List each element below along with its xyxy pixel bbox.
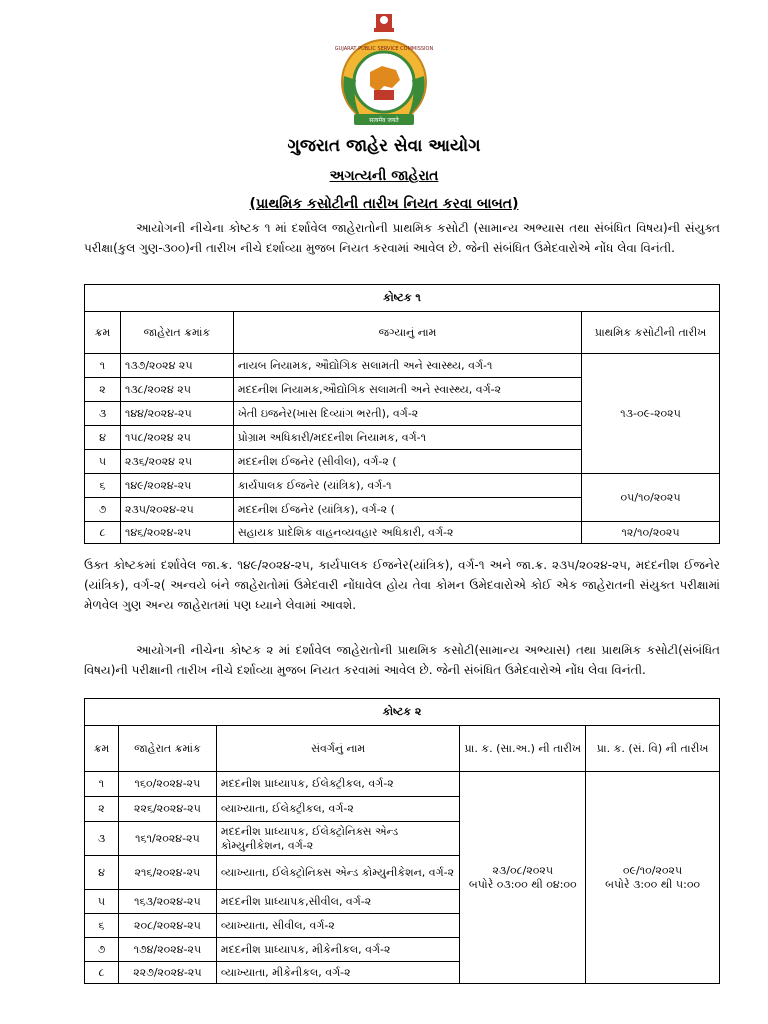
table-row: ૨ ૨૨૬/૨૦૨૪-૨૫ વ્યાખ્યાતા, ઈલેક્ટ્રીકલ, વર્ગ-૨ [85,797,720,822]
header-cell: પ્રા. ક. (સા.અ.) ની તારીખ [460,726,586,772]
common-candidates-paragraph: ઉક્ત કોષ્ટકમાં દર્શાવેલ જા.ક્ર. ૧૪૯/૨૦૨૪-૨૫, કાર્યપાલક ઈજનેર(યાંત્રિક), વર્ગ-૧ અને જા.ક્ર. ૨૩૫/૨૦૨૪-૨૫, મદદનીશ ઈજનેર (યાંત્રિક), વર્ગ-૨( અન્વયે બંને જાહેરાતોમાં ઉમેદવારી નોંધાવેલ હોય તેવા કોમન ઉમેદવારોએ કોઈ એક જાહેરાતની સંયુક્ત પરીક્ષામાં મેળવેલ ગુણ અન્ય જાહેરાતમાં પણ ધ્યાને લેવામાં આવશે. [84,558,720,612]
header-cell: જાહેરાત ક્રમાંક [120,312,233,354]
notice-title: અગત્યની જાહેરાત [329,168,439,184]
table-row: ૪ ૨૧૬/૨૦૨૪-૨૫ વ્યાખ્યાતા, ઈલેક્ટ્રોનિક્સ એન્ડ કોમ્યુનીકેશન, વર્ગ-૨ [85,856,720,890]
table-row: ૫ ૧૬૩/૨૦૨૪-૨૫ મદદનીશ પ્રાધ્યાપક,સીવીલ, વર્ગ-૨ [85,890,720,914]
ga-exam-date-cell: ૨૩/૦૮/૨૦૨૫ બપોરે ૦૩:૦૦ થી ૦૪:૦૦ [460,772,586,984]
table-1-caption: કોષ્ટક ૧ [85,285,720,312]
table-row: ૮ ૨૨૭/૨૦૨૪-૨૫ વ્યાખ્યાતા, મીકેનીકલ, વર્ગ-૨ [85,962,720,984]
table-row: ૩ ૧૪૪/૨૦૨૪-૨૫ ખેતી ઇજનેર(ખાસ દિવ્યાંગ ભરતી), વર્ગ-૨ [85,402,720,426]
exam-date-cell: ૧૩-૦૯-૨૦૨૫ [582,354,720,474]
table-row: ૬ ૧૪૯/૨૦૨૪-૨૫ કાર્યપાલક ઈજનેર (યાંત્રિક), વર્ગ-૧ ૦૫/૧૦/૨૦૨૫ [85,474,720,498]
table-row: ૧ ૧૬૦/૨૦૨૪-૨૫ મદદનીશ પ્રાધ્યાપક, ઈલેક્ટ્રીકલ, વર્ગ-૨ ૨૩/૦૮/૨૦૨૫ બપોરે ૦૩:૦૦ થી ૦૪:૦૦ ૦૯/૧૦/૨૦૨૫ બપોરે ૩:૦૦ થી ૫:૦૦ [85,772,720,797]
table-row: ૨ ૧૩૮/૨૦૨૪ ૨૫ મદદનીશ નિયામક,ઔદ્યોગિક સલામતી અને સ્વાસ્થ્ય, વર્ગ-૨ [85,378,720,402]
header-cell: ક્રમ [85,726,119,772]
table-row: ૭ ૨૩૫/૨૦૨૪-૨૫ મદદનીશ ઈજનેર (યાંત્રિક), વર્ગ-૨ ( [85,498,720,522]
table-row: ૪ ૧૫૮/૨૦૨૪ ૨૫ પ્રોગ્રામ અધિકારી/મદદનીશ નિયામક, વર્ગ-૧ [85,426,720,450]
exam-date-cell: ૦૫/૧૦/૨૦૨૫ [582,474,720,522]
table-2-caption: કોષ્ટક ૨ [85,699,720,726]
header-cell: જાહેરાત ક્રમાંક [118,726,216,772]
table-2 [84,698,720,984]
gpsc-logo [330,10,438,128]
svg-text:GUJARAT PUBLIC SERVICE COMMISS: GUJARAT PUBLIC SERVICE COMMISSION [334,46,434,52]
header-cell: પ્રાથમિક કસોટીની તારીખ [582,312,720,354]
table-row: ૬ ૨૦૮/૨૦૨૪-૨૫ વ્યાખ્યાતા, સીવીલ, વર્ગ-૨ [85,914,720,938]
table-row: ૧ ૧૩૭/૨૦૨૪ ૨૫ નાયબ નિયામક, ઔદ્યોગિક સલામતી અને સ્વાસ્થ્ય, વર્ગ-૧ ૧૩-૦૯-૨૦૨૫ [85,354,720,378]
table-2-intro-paragraph: આયોગની નીચેના કોષ્ટક ૨ માં દર્શાવેલ જાહેરાતોની પ્રાથમિક કસોટી(સામાન્ય અભ્યાસ) તથા પ્રાથમિક કસોટી(સંબંધિત વિષય)ની પરીક્ષાની તારીખ નીચે દર્શાવ્યા મુજબ નિયત કરવામાં આવેલ છે. જેની સંબંધિત ઉમેદવારોએ નોંધ લેવા વિનંતી. [84,643,720,677]
notice-subject: (પ્રાથમિક કસોટીની તારીખ નિયત કરવા બાબત) [249,196,519,212]
svg-text:सत्यमेव जयते: सत्यमेव जयते [369,117,399,124]
subject-exam-date-cell: ૦૯/૧૦/૨૦૨૫ બપોરે ૩:૦૦ થી ૫:૦૦ [586,772,720,984]
header-cell: સંવર્ગનું નામ [216,726,459,772]
table-row: ૩ ૧૬૧/૨૦૨૪-૨૫ મદદનીશ પ્રાધ્યાપક, ઈલેક્ટ્રોનિક્સ એન્ડ કોમ્યુનીકેશન, વર્ગ-૨ [85,822,720,856]
table-1 [84,284,720,544]
header-cell: પ્રા. ક. (સં. વિ) ની તારીખ [586,726,720,772]
exam-date-cell: ૧૨/૧૦/૨૦૨૫ [582,522,720,544]
national-emblem-icon [374,14,394,32]
org-name: ગુજરાત જાહેર સેવા આયોગ [287,136,481,156]
table-row: ૮ ૧૪૬/૨૦૨૪-૨૫ સહાયક પ્રાદેશિક વાહનવ્યવહાર અધિકારી, વર્ગ-૨ ૧૨/૧૦/૨૦૨૫ [85,522,720,544]
table-row: ૭ ૧૭૪/૨૦૨૪-૨૫ મદદનીશ પ્રાધ્યાપક, મીકેનીકલ, વર્ગ-૨ [85,938,720,962]
header-cell: ક્રમ [85,312,121,354]
intro-paragraph: આયોગની નીચેના કોષ્ટક ૧ માં દર્શાવેલ જાહેરાતોની પ્રાથમિક કસોટી (સામાન્ય અભ્યાસ તથા સંબંધિત વિષય)ની સંયુક્ત પરીક્ષા(કુલ ગુણ-૩૦૦)ની તારીખ નીચે દર્શાવ્યા મુજબ નિયત કરવામાં આવેલ છે. જેની સંબંધિત ઉમેદવારોએ નોંધ લેવા વિનંતી. [84,221,720,255]
table-row: ૫ ૨૩૬/૨૦૨૪ ૨૫ મદદનીશ ઈજનેર (સીવીલ), વર્ગ-૨ ( [85,450,720,474]
header-cell: જગ્યાનું નામ [233,312,581,354]
